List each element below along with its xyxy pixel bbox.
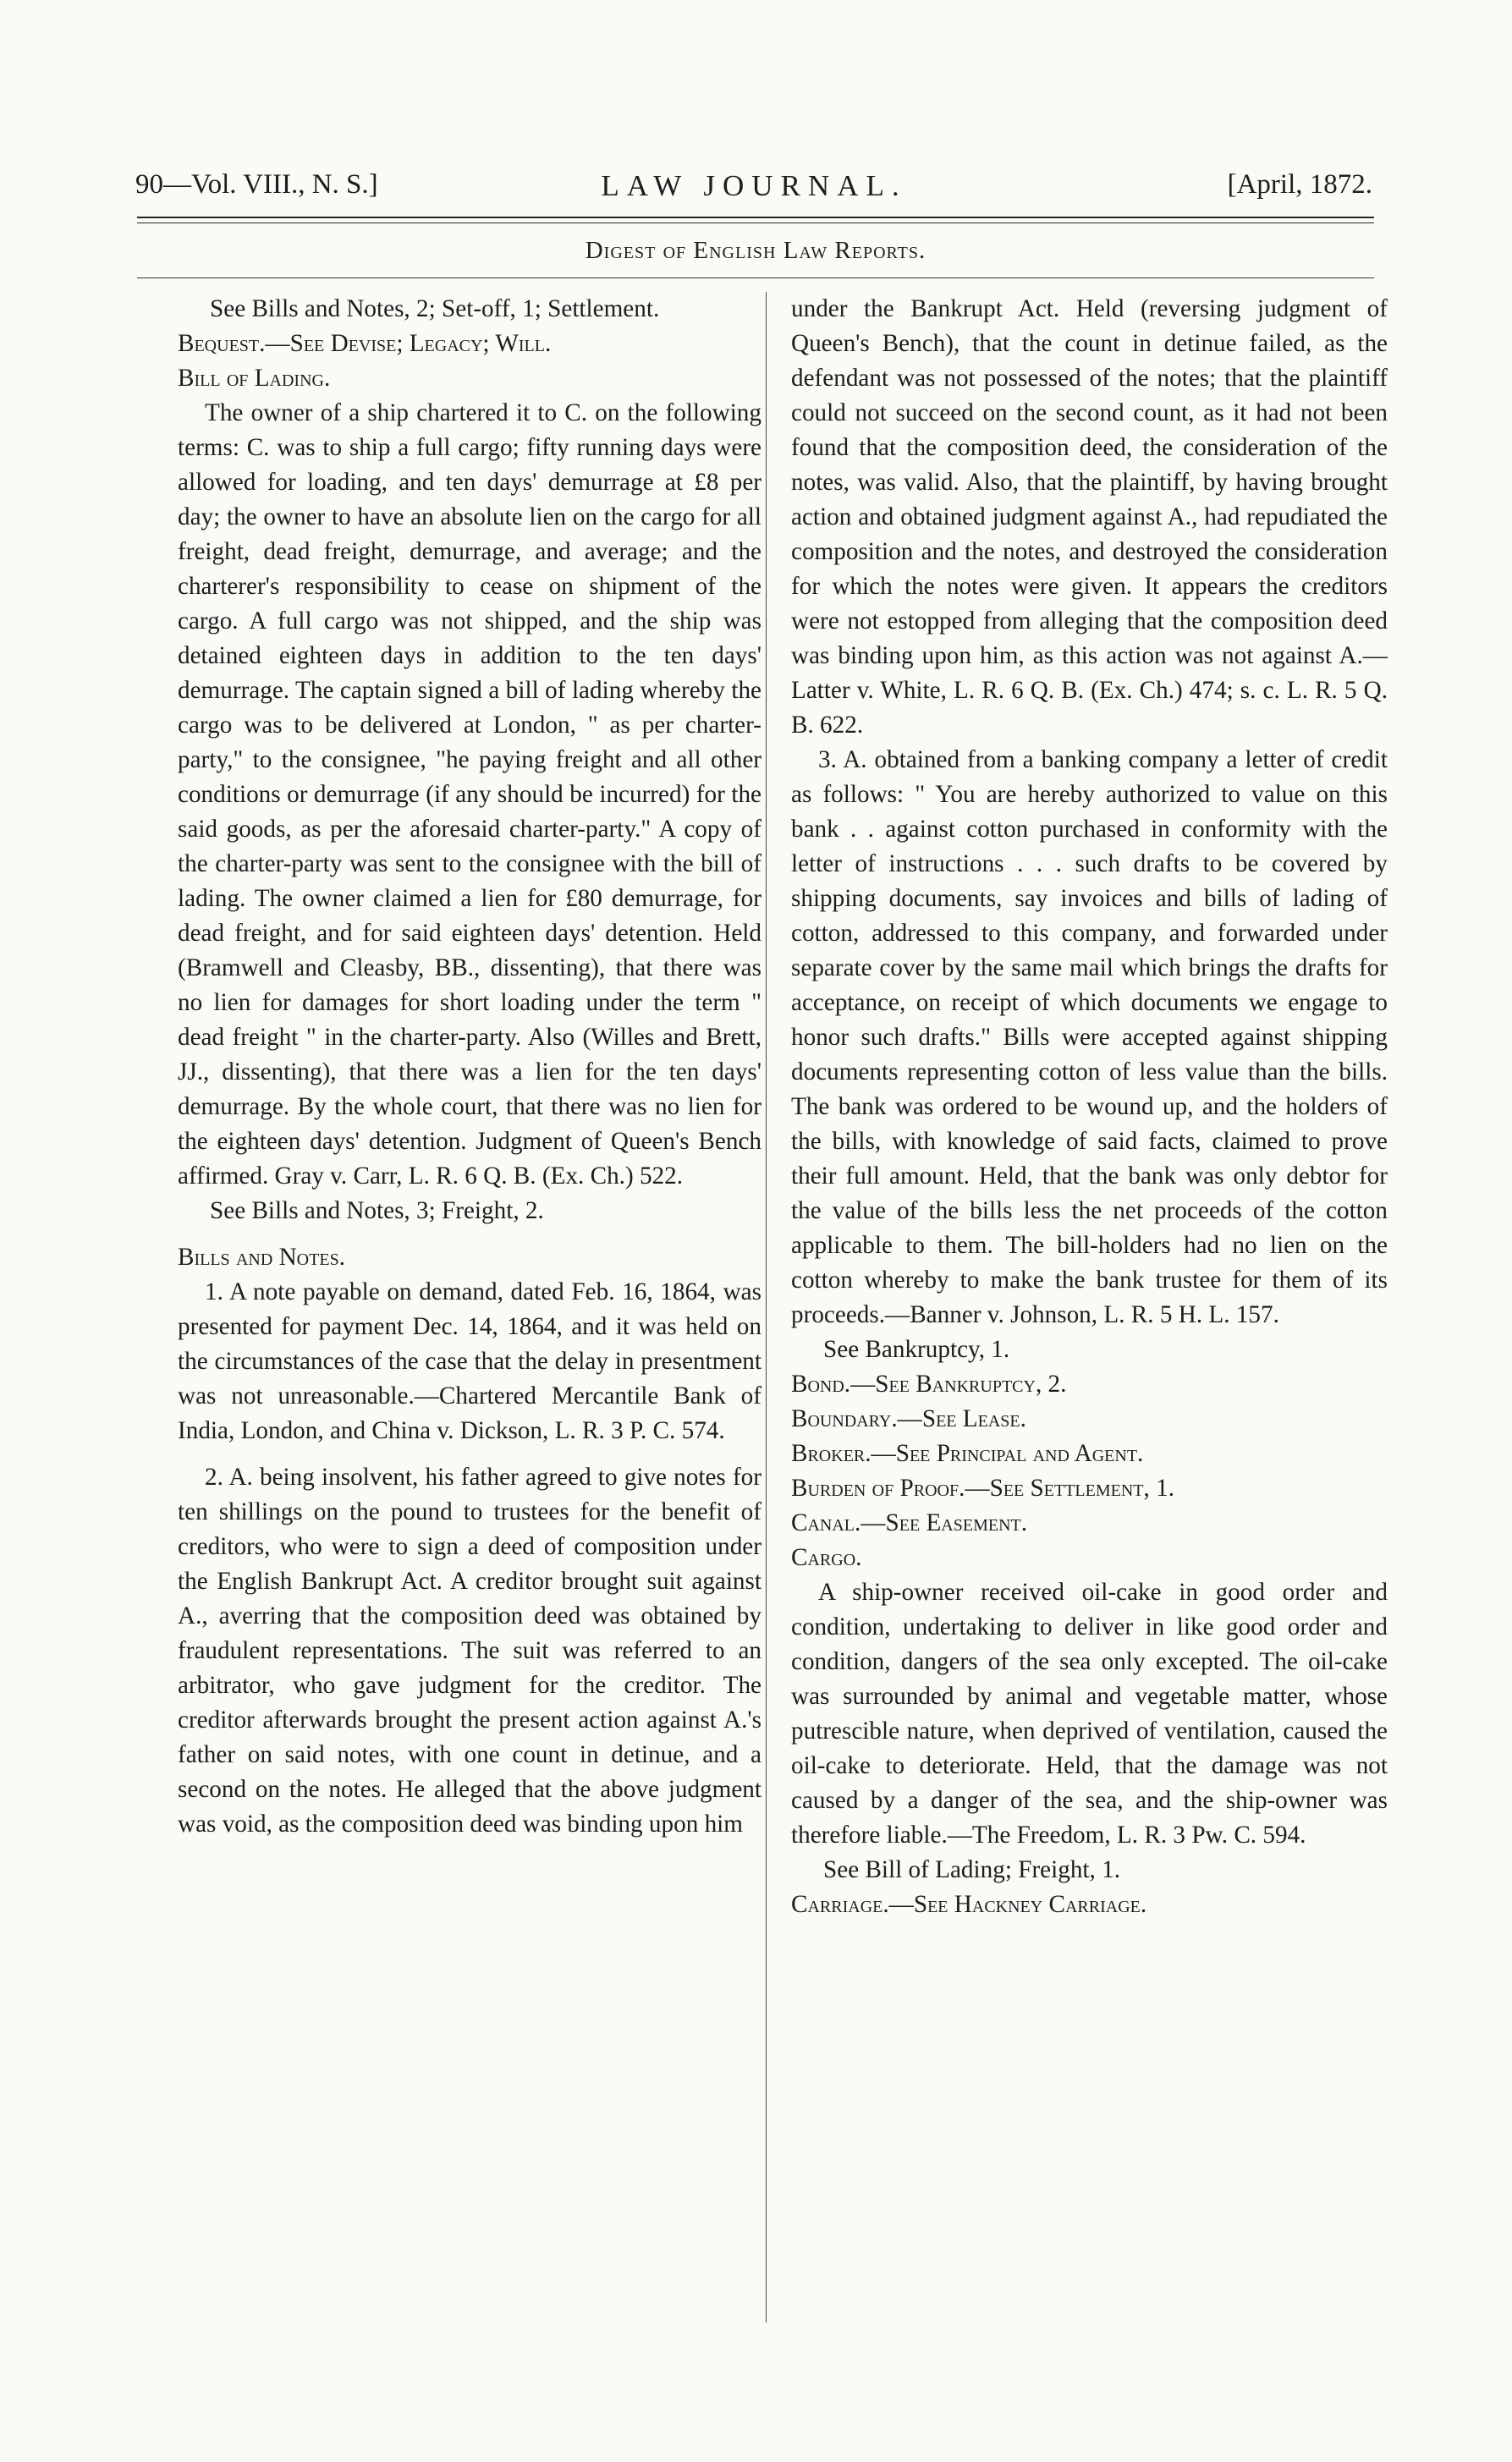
journal-title: LAW JOURNAL. [601, 169, 907, 202]
cross-reference: See Bills and Notes, 3; Freight, 2. [210, 1197, 544, 1224]
column-divider [766, 292, 767, 2322]
digest-heading: Carriage.—See Hackney Carriage. [791, 1891, 1147, 1918]
right-column [791, 292, 1388, 1922]
cross-reference: See Bankruptcy, 1. [823, 1336, 1010, 1363]
section-title: Digest of English Law Reports. [585, 237, 926, 264]
digest-heading: Canal.—See Easement. [791, 1509, 1028, 1536]
case-summary: 2. A. being insolvent, his father agreed to give notes for ten shillings on the pound to trustees for the benefit of creditors, who were to sign a deed of composition under the English Bankrupt Act. A creditor brought suit against A., averring that the composition deed was obtained by fraudulent representations. The suit was referred to an arbitrator, who gave judgment for the creditor. The creditor afterwards brought the present action against A.'s father on said notes, with one count in detinue, and a second on the notes. He alleged that the above judgment was void, as the composition deed was binding upon him [178, 1464, 761, 1838]
digest-heading: Broker.—See Principal and Agent. [791, 1440, 1144, 1467]
digest-heading: Burden of Proof.—See Settlement, 1. [791, 1475, 1175, 1502]
cross-reference: See Bill of Lading; Freight, 1. [823, 1856, 1121, 1883]
spacer [178, 1228, 761, 1240]
digest-heading: Cargo. [791, 1544, 862, 1571]
left-column [178, 292, 761, 1842]
case-summary: The owner of a ship chartered it to C. on the following terms: C. was to ship a full cargo; fifty running days were allowed for loading, and ten days' demurrage at £8 per day; the owner to have an absolute lien on the cargo for all freight, dead freight, demurrage, and average; and the charterer's responsibility to cease on shipment of the cargo. A full cargo was not shipped, and the ship was detained eighteen days in addition to the ten days' demurrage. The captain signed a bill of lading whereby the cargo was to be delivered at London, " as per charter-party," to the consignee, "he paying freight and all other conditions or demurrage (if any should be incurred) for the said goods, as per the aforesaid charter-party." A copy of the charter-party was sent to the consignee with the bill of lading. The owner claimed a lien for £80 demurrage, for dead freight, and for said eighteen days' detention. Held (Bramwell and Cleasby, BB., dissenting), that there was no lien for damages for short loading under the term " dead freight " in the charter-party. Also (Willes and Brett, JJ., dissenting), that there was a lien for the ten days' demurrage. By the whole court, that there was no lien for the eighteen days' detention. Judgment of Queen's Bench affirmed. Gray v. Carr, L. R. 6 Q. B. (Ex. Ch.) 522. [178, 399, 761, 1190]
digest-heading: Bill of Lading. [178, 365, 331, 392]
digest-heading: Bequest.—See Devise; Legacy; Will. [178, 330, 552, 357]
cross-reference: See Bills and Notes, 2; Set-off, 1; Settlement. [210, 295, 660, 322]
case-summary-continued: under the Bankrupt Act. Held (reversing judgment of Queen's Bench), that the count in detinue failed, as the defendant was not possessed of the notes; that the plaintiff could not succeed on the second count, as it had not been found that the composition deed, the consideration of the notes, was valid. Also, that the plaintiff, by having brought action and obtained judgment against A., had repudiated the composition and the notes, and destroyed the consideration for which the notes were given. It appears the creditors were not estopped from alleging that the composition deed was binding upon him, as this action was not against A.—Latter v. White, L. R. 6 Q. B. (Ex. Ch.) 474; s. c. L. R. 5 Q. B. 622. [791, 295, 1388, 739]
header-rule [137, 217, 1374, 223]
running-head [135, 169, 1372, 212]
case-summary: 1. A note payable on demand, dated Feb. 16, 1864, was presented for payment Dec. 14, 1864, and it was held on the circumstances of the case that the delay in presentment was not unreasonable.—Chartered Mercantile Bank of India, London, and China v. Dickson, L. R. 3 P. C. 574. [178, 1278, 761, 1444]
spacer [178, 1448, 761, 1460]
case-summary: 3. A. obtained from a banking company a letter of credit as follows: " You are hereby authorized to value on this bank . . against cotton purchased in conformity with the letter of instructions . . . such drafts to be covered by shipping documents, say invoices and bills of lading of cotton, addressed to this company, and forwarded under separate cover by the same mail which brings the drafts for acceptance, on receipt of which documents we engage to honor such drafts." Bills were accepted against shipping documents representing cotton of less value than the bills. The bank was ordered to be wound up, and the holders of the bills, with knowledge of said facts, claimed to prove their full amount. Held, that the bank was only debtor for the value of the bills less the net proceeds of the cotton applicable to them. The bill-holders had no lien on the cotton whereby to make the bank trustee for them of its proceeds.—Banner v. Johnson, L. R. 5 H. L. 157. [791, 746, 1388, 1328]
case-summary: A ship-owner received oil-cake in good order and condition, undertaking to deliver in like good order and condition, dangers of the sea only excepted. The oil-cake was surrounded by animal and vegetable matter, whose putrescible nature, when deprived of ventilation, caused the oil-cake to deteriorate. Held, that the damage was not caused by a danger of the sea, and the ship-owner was therefore liable.—The Freedom, L. R. 3 Pw. C. 594. [791, 1579, 1388, 1849]
digest-heading: Boundary.—See Lease. [791, 1405, 1026, 1432]
volume-reference: 90—Vol. VIII., N. S.] [135, 169, 378, 200]
digest-heading: Bills and Notes. [178, 1244, 345, 1271]
issue-date: [April, 1872. [1227, 169, 1372, 200]
page-bottom-margin [0, 2454, 1512, 2462]
digest-heading: Bond.—See Bankruptcy, 2. [791, 1371, 1067, 1398]
